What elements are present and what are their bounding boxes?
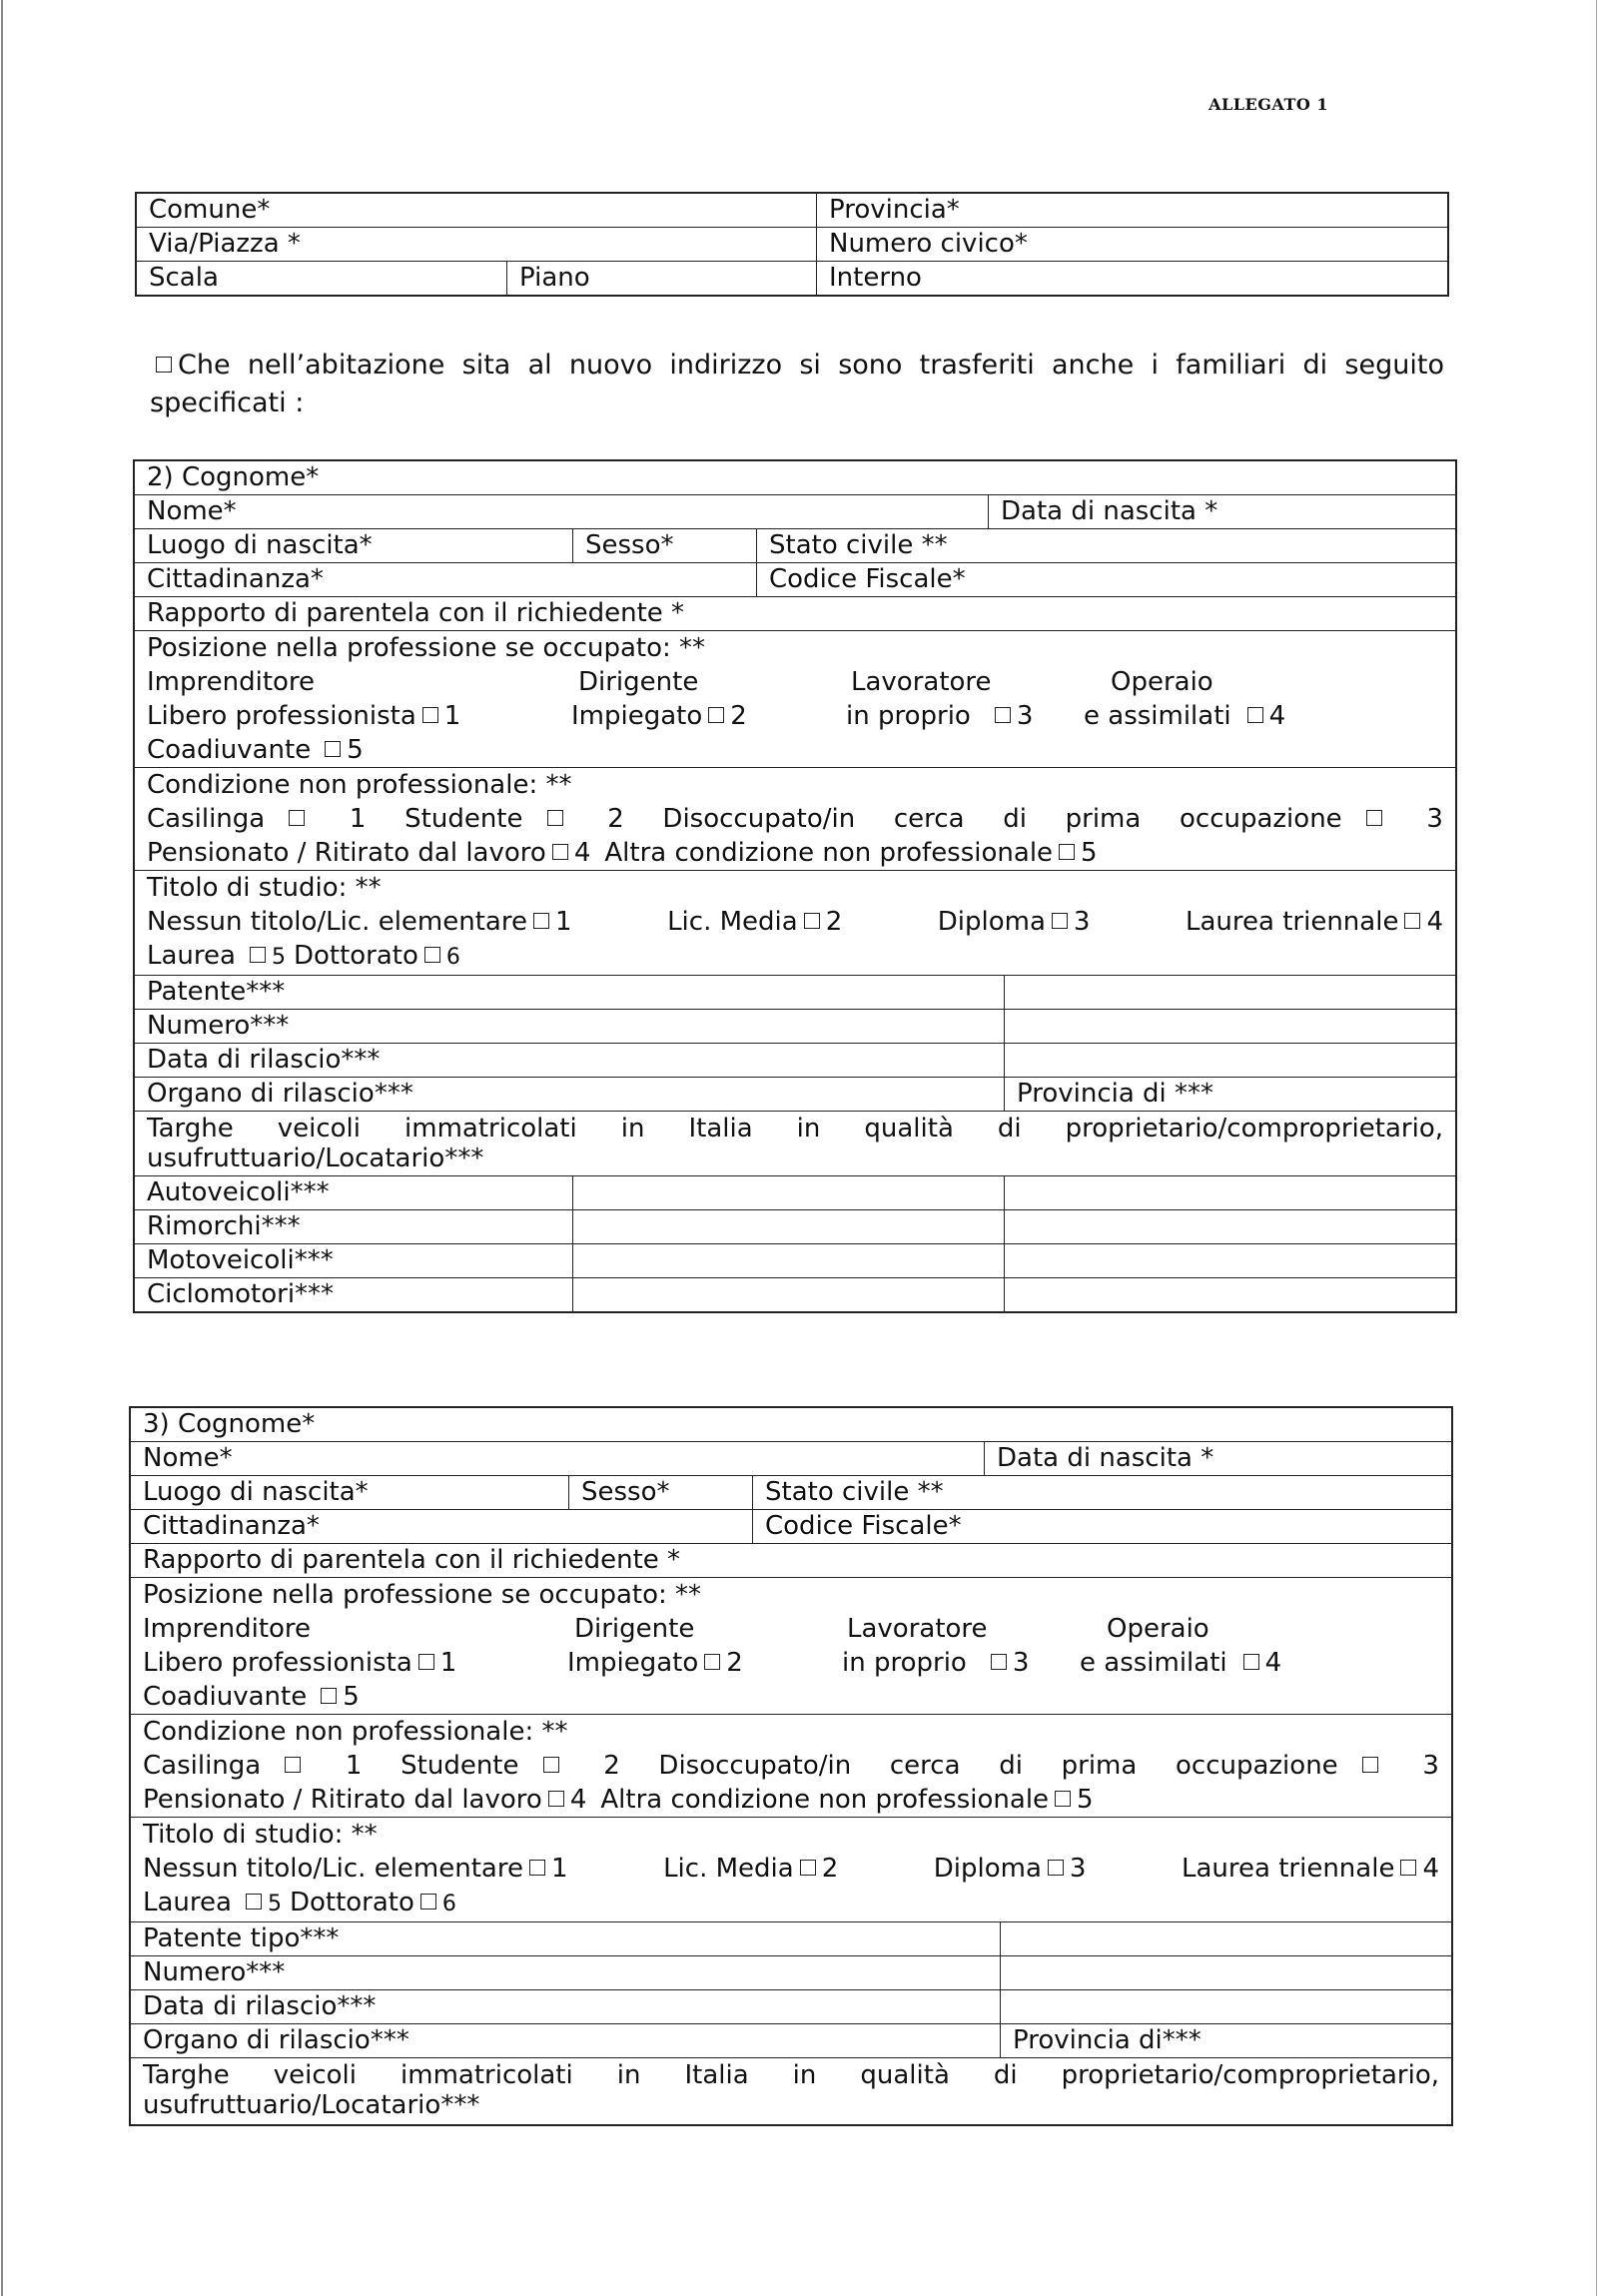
label-word: Italia [684, 2060, 749, 2090]
targhe-veicoli-section [131, 2058, 1451, 2124]
organo-rilascio-field[interactable]: Organo di rilascio*** [147, 1079, 413, 1109]
declaration-word: nuovo [568, 350, 653, 381]
option-number: 3 [1422, 1751, 1439, 1781]
label-word: Disoccupato/in [658, 1751, 852, 1781]
posizione-professione-section [135, 631, 1455, 767]
option-number: 1 [345, 1751, 363, 1781]
family-member-3-table [129, 1406, 1453, 2126]
option-number: 4 [1422, 1854, 1439, 1884]
label-pensionato: Pensionato / Ritirato dal lavoro [143, 1785, 542, 1815]
data-nascita-field[interactable]: Data di nascita * [984, 1442, 1451, 1475]
checkbox-laurea[interactable] [246, 1894, 262, 1910]
cognome-field[interactable]: 2) Cognome* [147, 462, 320, 492]
label-casilinga: Casilinga [147, 804, 266, 834]
label-word: occupazione [1180, 804, 1342, 834]
label-operaio: Operaio [1107, 1614, 1209, 1644]
option-number: 4 [573, 838, 591, 868]
targhe-line-2: usufruttuario/Locatario*** [147, 1144, 484, 1173]
checkbox-impiegato[interactable] [708, 707, 724, 723]
label-studente: Studente [404, 804, 523, 834]
codice-fiscale-field[interactable]: Codice Fiscale* [756, 563, 1455, 596]
ciclomotori-plate-1[interactable] [572, 1278, 1004, 1311]
titolo-line-1 [143, 1852, 1439, 1886]
label-casilinga: Casilinga [143, 1751, 262, 1781]
label-word: di [997, 1114, 1022, 1144]
label-word: proprietario/comproprietario, [1065, 1114, 1443, 1144]
declaration-line-1 [150, 347, 1444, 384]
label-imprenditore: Imprenditore [147, 667, 316, 697]
sesso-field[interactable]: Sesso* [572, 529, 756, 562]
checkbox-laurea[interactable] [250, 947, 266, 963]
option-number: 2 [726, 1648, 743, 1678]
data-rilascio-value[interactable] [1004, 1044, 1455, 1077]
checkbox-laurea-triennale[interactable] [1404, 913, 1420, 929]
declaration-word: trasferiti [919, 350, 1035, 381]
declaration-word: Che [150, 347, 231, 384]
titolo-studio-section [131, 1818, 1451, 1921]
stato-civile-field[interactable]: Stato civile ** [756, 529, 1455, 562]
label-word: in [796, 1114, 821, 1144]
family-member-2-table [133, 459, 1457, 1313]
option-number: 2 [603, 1751, 620, 1781]
numero-patente-value[interactable] [1000, 1956, 1451, 1989]
luogo-nascita-field[interactable]: Luogo di nascita* [143, 1477, 369, 1507]
label-e-assimilati: e assimilati [1080, 1648, 1227, 1678]
declaration-word: si [799, 350, 821, 381]
label-word: proprietario/comproprietario, [1061, 2060, 1439, 2090]
option-number: 5 [271, 945, 286, 970]
label-studente: Studente [400, 1751, 519, 1781]
autoveicoli-plate-1[interactable] [572, 1176, 1004, 1209]
checkbox-studente[interactable] [547, 810, 563, 826]
section-title: Titolo di studio: ** [143, 1820, 378, 1850]
label-word: immatricolati [400, 2060, 573, 2090]
autoveicoli-label: Autoveicoli*** [147, 1177, 330, 1207]
label-dottorato: Dottorato [293, 941, 418, 971]
label-e-assimilati: e assimilati [1084, 701, 1231, 731]
numero-patente-field[interactable]: Numero*** [143, 1957, 286, 1987]
label-word: in [792, 2060, 817, 2090]
titolo-line-2 [143, 1886, 1439, 1921]
checkbox-operaio-assimilati[interactable] [1243, 1654, 1259, 1670]
cittadinanza-field[interactable]: Cittadinanza* [147, 564, 324, 594]
label-word: veicoli [277, 1114, 362, 1144]
targhe-line-1 [147, 1114, 1443, 1144]
label-word: di [1003, 804, 1027, 834]
checkbox-coadiuvante[interactable] [325, 741, 341, 757]
section-title: Posizione nella professione se occupato: ** [147, 633, 706, 663]
option-number: 5 [1077, 1785, 1094, 1815]
ciclomotori-plate-2[interactable] [1004, 1278, 1455, 1311]
numero-patente-value[interactable] [1004, 1010, 1455, 1043]
label-coadiuvante: Coadiuvante [143, 1682, 308, 1712]
label-laurea-triennale: Laurea triennale [1182, 1854, 1395, 1884]
declaration-word: nell’abitazione [247, 350, 445, 381]
motoveicoli-plate-2[interactable] [1004, 1244, 1455, 1277]
checkbox-lavoratore-in-proprio[interactable] [995, 707, 1011, 723]
condizione-non-professionale-section [131, 1715, 1451, 1817]
checkbox-lic-media[interactable] [800, 1860, 816, 1876]
scala-field[interactable]: Scala [149, 263, 219, 293]
address-table [135, 192, 1449, 297]
numero-patente-field[interactable]: Numero*** [147, 1011, 290, 1041]
option-number: 2 [607, 804, 624, 834]
condizione-line-2 [143, 1783, 1439, 1817]
label-impiegato: Impiegato [567, 1648, 699, 1678]
declaration-word: sita [461, 350, 511, 381]
label-lavoratore: Lavoratore [847, 1614, 988, 1644]
label-word: veicoli [273, 2060, 358, 2090]
ciclomotori-label: Ciclomotori*** [147, 1279, 335, 1309]
label-word: Targhe [147, 1114, 234, 1144]
condizione-line-2 [147, 836, 1443, 870]
declaration-word: familiari [1176, 350, 1286, 381]
label-libero-professionista: Libero professionista [147, 701, 416, 731]
label-word: prima [1065, 804, 1142, 834]
label-word: in [616, 2060, 641, 2090]
label-laurea-triennale: Laurea triennale [1186, 907, 1399, 937]
option-number: 6 [445, 945, 460, 970]
posizione-line-2 [143, 1646, 1439, 1680]
cognome-field[interactable]: 3) Cognome* [143, 1409, 316, 1439]
checkbox-dottorato[interactable] [420, 1894, 436, 1910]
autoveicoli-plate-2[interactable] [1004, 1176, 1455, 1209]
checkbox-disoccupato[interactable] [1366, 810, 1382, 826]
label-pensionato: Pensionato / Ritirato dal lavoro [147, 838, 546, 868]
label-word: occupazione [1176, 1751, 1338, 1781]
checkbox-lavoratore-in-proprio[interactable] [991, 1654, 1007, 1670]
posizione-line-3 [147, 733, 1443, 767]
codice-fiscale-field[interactable]: Codice Fiscale* [752, 1510, 1451, 1543]
label-libero-professionista: Libero professionista [143, 1648, 412, 1678]
option-number: 2 [821, 1854, 839, 1884]
option-number: 2 [825, 907, 843, 937]
posizione-line-2 [147, 699, 1443, 733]
organo-rilascio-field[interactable]: Organo di rilascio*** [143, 2025, 409, 2055]
label-word: Disoccupato/in [662, 804, 856, 834]
patente-tipo-field[interactable]: Patente tipo*** [143, 1923, 340, 1953]
data-rilascio-field[interactable]: Data di rilascio*** [143, 1991, 377, 2021]
stato-civile-field[interactable]: Stato civile ** [752, 1476, 1451, 1509]
label-word: in [620, 1114, 645, 1144]
label-impiegato: Impiegato [571, 701, 703, 731]
luogo-nascita-field[interactable]: Luogo di nascita* [147, 530, 373, 560]
checkbox-diploma[interactable] [1052, 913, 1068, 929]
provincia-field[interactable]: Provincia* [816, 194, 1447, 227]
rapporto-parentela-field[interactable]: Rapporto di parentela con il richiedente * [143, 1545, 681, 1575]
declaration-paragraph [150, 347, 1444, 422]
option-number: 3 [1016, 701, 1034, 731]
label-in-proprio: in proprio [842, 1648, 967, 1678]
provincia-rilascio-field[interactable]: Provincia di*** [1000, 2024, 1451, 2057]
checkbox-casilinga[interactable] [289, 810, 305, 826]
checkbox-studente[interactable] [543, 1757, 559, 1773]
checkbox-diploma[interactable] [1048, 1860, 1064, 1876]
option-number: 1 [349, 804, 367, 834]
nome-field[interactable]: Nome* [147, 496, 237, 526]
checkbox-impiegato[interactable] [704, 1654, 720, 1670]
declaration-word: i [1151, 350, 1160, 381]
posizione-line-1 [147, 665, 1443, 699]
option-number: 5 [267, 1892, 282, 1916]
label-operaio: Operaio [1111, 667, 1213, 697]
label-altra-condizione: Altra condizione non professionale [600, 1785, 1050, 1815]
checkbox-dottorato[interactable] [424, 947, 440, 963]
address-row [137, 227, 1447, 261]
checkbox-disoccupato[interactable] [1362, 1757, 1378, 1773]
rimorchi-label: Rimorchi*** [147, 1211, 301, 1241]
label-word: qualità [860, 2060, 950, 2090]
option-number: 1 [554, 907, 572, 937]
provincia-rilascio-field[interactable]: Provincia di *** [1004, 1078, 1455, 1111]
titolo-studio-section [135, 871, 1455, 975]
section-title: Posizione nella professione se occupato: ** [143, 1580, 702, 1610]
declaration-checkbox[interactable] [156, 357, 172, 373]
rapporto-parentela-field[interactable]: Rapporto di parentela con il richiedente * [147, 598, 685, 628]
label-dirigente: Dirigente [578, 667, 699, 697]
label-dirigente: Dirigente [574, 1614, 695, 1644]
targhe-line-2: usufruttuario/Locatario*** [143, 2090, 480, 2120]
checkbox-altra-condizione[interactable] [1055, 1791, 1071, 1807]
option-number: 1 [443, 701, 461, 731]
targhe-line-1 [143, 2060, 1439, 2090]
checkbox-altra-condizione[interactable] [1059, 844, 1075, 860]
allegato-label: ALLEGATO 1 [1208, 95, 1328, 114]
label-word: qualità [864, 1114, 954, 1144]
label-lavoratore: Lavoratore [851, 667, 992, 697]
declaration-line-2: specificati : [150, 387, 305, 418]
checkbox-libero-professionista[interactable] [418, 1654, 434, 1670]
cittadinanza-field[interactable]: Cittadinanza* [143, 1511, 320, 1541]
checkbox-laurea-triennale[interactable] [1400, 1860, 1416, 1876]
section-title: Condizione non professionale: ** [147, 770, 572, 800]
label-altra-condizione: Altra condizione non professionale [604, 838, 1054, 868]
comune-field[interactable]: Comune* [149, 195, 271, 225]
label-lic-media: Lic. Media [667, 907, 798, 937]
declaration-word: indirizzo [669, 350, 783, 381]
rimorchi-plate-1[interactable] [572, 1210, 1004, 1243]
declaration-word: seguito [1344, 350, 1444, 381]
option-number: 5 [1081, 838, 1098, 868]
data-rilascio-value[interactable] [1000, 1990, 1451, 2023]
address-row [137, 194, 1447, 227]
checkbox-nessun-titolo[interactable] [529, 1860, 545, 1876]
declaration-word: di [1302, 350, 1328, 381]
label-nessun-titolo: Nessun titolo/Lic. elementare [143, 1854, 523, 1884]
checkbox-casilinga[interactable] [285, 1757, 301, 1773]
checkbox-nessun-titolo[interactable] [533, 913, 549, 929]
label-word: cerca [893, 804, 965, 834]
motoveicoli-plate-1[interactable] [572, 1244, 1004, 1277]
section-title: Condizione non professionale: ** [143, 1717, 568, 1747]
scan-edge-left [1, 0, 3, 2296]
scan-edge-right [1596, 0, 1597, 2296]
label-dottorato: Dottorato [289, 1888, 414, 1917]
label-word: Targhe [143, 2060, 230, 2090]
label-imprenditore: Imprenditore [143, 1614, 312, 1644]
motoveicoli-label: Motoveicoli*** [147, 1245, 334, 1275]
option-number: 6 [441, 1892, 456, 1916]
option-number: 2 [730, 701, 747, 731]
checkbox-pensionato[interactable] [548, 1791, 564, 1807]
data-rilascio-field[interactable]: Data di rilascio*** [147, 1045, 381, 1075]
label-coadiuvante: Coadiuvante [147, 735, 312, 765]
option-number: 3 [1426, 804, 1443, 834]
label-word: cerca [889, 1751, 961, 1781]
label-diploma: Diploma [937, 907, 1046, 937]
posizione-line-1 [143, 1612, 1439, 1646]
label-diploma: Diploma [933, 1854, 1042, 1884]
checkbox-coadiuvante[interactable] [321, 1688, 337, 1704]
numero-civico-field[interactable]: Numero civico* [816, 228, 1447, 261]
declaration-word: al [527, 350, 552, 381]
option-number: 4 [1264, 1648, 1282, 1678]
patente-value[interactable] [1004, 976, 1455, 1009]
checkbox-pensionato[interactable] [552, 844, 568, 860]
condizione-non-professionale-section [135, 768, 1455, 870]
address-row [137, 261, 1447, 295]
label-word: di [993, 2060, 1018, 2090]
data-nascita-field[interactable]: Data di nascita * [988, 495, 1455, 528]
label-word: immatricolati [404, 1114, 577, 1144]
rimorchi-plate-2[interactable] [1004, 1210, 1455, 1243]
checkbox-lic-media[interactable] [804, 913, 820, 929]
option-number: 4 [569, 1785, 587, 1815]
condizione-line-1 [147, 802, 1443, 836]
patente-tipo-value[interactable] [1000, 1922, 1451, 1955]
option-number: 4 [1268, 701, 1286, 731]
interno-field[interactable]: Interno [816, 262, 1447, 295]
via-piazza-field[interactable]: Via/Piazza * [149, 229, 301, 259]
option-number: 3 [1073, 907, 1091, 937]
declaration-word: anche [1052, 350, 1135, 381]
label-word: di [999, 1751, 1023, 1781]
label-in-proprio: in proprio [846, 701, 971, 731]
patente-field[interactable]: Patente*** [147, 977, 286, 1007]
nome-field[interactable]: Nome* [143, 1443, 233, 1473]
checkbox-libero-professionista[interactable] [422, 707, 438, 723]
option-number: 1 [439, 1648, 457, 1678]
targhe-veicoli-section [135, 1112, 1455, 1175]
piano-field[interactable]: Piano [506, 262, 816, 295]
label-word: Italia [688, 1114, 753, 1144]
declaration-word: sono [838, 350, 903, 381]
option-number: 5 [347, 735, 364, 765]
option-number: 1 [550, 1854, 568, 1884]
label-word: prima [1061, 1751, 1138, 1781]
titolo-line-2 [147, 939, 1443, 975]
checkbox-operaio-assimilati[interactable] [1247, 707, 1263, 723]
option-number: 5 [343, 1682, 360, 1712]
condizione-line-1 [143, 1749, 1439, 1783]
posizione-professione-section [131, 1578, 1451, 1714]
label-nessun-titolo: Nessun titolo/Lic. elementare [147, 907, 527, 937]
option-number: 3 [1069, 1854, 1087, 1884]
titolo-line-1 [147, 905, 1443, 939]
section-title: Titolo di studio: ** [147, 873, 382, 903]
label-lic-media: Lic. Media [663, 1854, 794, 1884]
option-number: 3 [1012, 1648, 1030, 1678]
label-laurea: Laurea [147, 941, 236, 971]
sesso-field[interactable]: Sesso* [568, 1476, 752, 1509]
posizione-line-3 [143, 1680, 1439, 1714]
label-laurea: Laurea [143, 1888, 232, 1917]
option-number: 4 [1426, 907, 1443, 937]
